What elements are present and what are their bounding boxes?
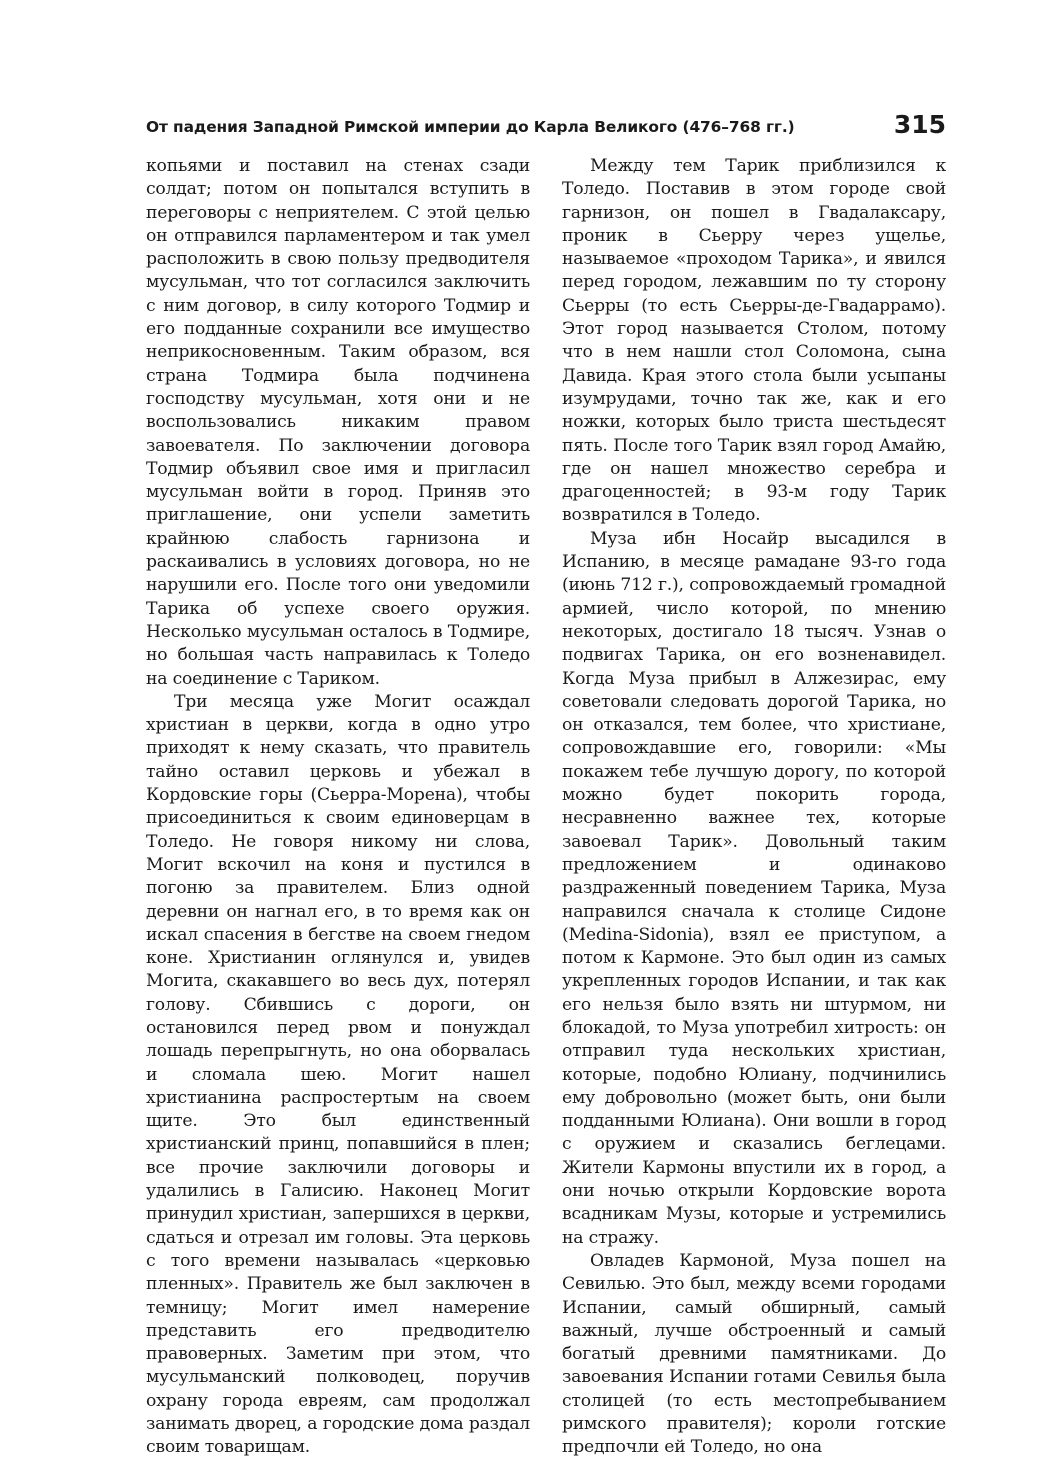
right-text-column — [562, 155, 946, 1460]
page-number: 315 — [893, 110, 946, 139]
paragraph: копьями и поставил на стенах сзади солдат; потом он попытался вступить в переговоры с неприятелем. С этой целью он отправился парламентером и так умел расположить в свою пользу предводителя мусульман, что тот согласился заключить с ним договор, в силу которого Тодмир и его подданные сохранили все имущество неприкосновенным. Таким образом, вся страна Тодмира была подчинена господству мусульман, хотя они и не воспользовались никаким правом завоевателя. По заключении договора Тодмир объявил свое имя и пригласил мусульман войти в город. Приняв это приглашение, они успели заметить крайнюю слабость гарнизона и раскаивались в условиях договора, но не нарушили его. После того они уведомили Тарика об успехе своего оружия. Несколько мусульман осталось в Тодмире, но большая часть направилась к Толедо на соединение с Тариком. — [146, 156, 530, 689]
running-header — [146, 112, 946, 144]
paragraph: Между тем Тарик приблизился к Толедо. Поставив в этом городе свой гарнизон, он пошел в Гвадалаксару, проник в Сьерру через ущелье, называемое «проходом Тарика», и явился перед городом, лежавшим по ту сторону Сьерры (то есть Сьерры-де-Гвадаррамо). Этот город называется Столом, потому что в нем нашли стол Соломона, сына Давида. Края этого стола были усыпаны изумрудами, точно так же, как и его ножки, которых было триста шестьдесят пять. После того Тарик взял город Амайю, где он нашел множество серебра и драгоценностей; в 93-м году Тарик возвратился в Толедо. — [562, 156, 946, 526]
paragraph: Муза ибн Носайр высадился в Испанию, в месяце рамадане 93-го года (июнь 712 г.), сопровождаемый громадной армией, число которой, по мнению некоторых, достигало 18 тысяч. Узнав о подвигах Тарика, он его возненавидел. Когда Муза прибыл в Алжезирас, ему советовали следовать дорогой Тарика, но он отказался, тем более, что христиане, сопровождавшие его, говорили: «Мы покажем тебе лучшую дорогу, по которой можно будет покорить города, несравненно важнее тех, которые завоевал Тарик». Довольный таким предложением и одинаково раздраженный поведением Тарика, Муза направился сначала к столице Сидоне (Medina-Sidonia), взял ее приступом, а потом к Кармоне. Это был один из самых укрепленных городов Испании, и так как его нельзя было взять ни штурмом, ни блокадой, то Муза употребил хитрость: он отправил туда нескольких христиан, которые, подобно Юлиану, подчинились ему добровольно (может быть, они были подданными Юлиана). Они вошли в город с оружием и сказались беглецами. Жители Кармоны впустили их в город, а они ночью открыли Кордовские ворота всадникам Музы, которые и устремились на стражу. — [562, 528, 946, 1248]
running-title: От падения Западной Римской империи до Карла Великого (476–768 гг.) — [146, 118, 795, 136]
paragraph: Овладев Кармоной, Муза пошел на Севилью. Это был, между всеми городами Испании, самый обширный, самый важный, лучше обстроенный и самый богатый древними памятниками. До завоевания Испании готами Севилья была столицей (то есть местопребыванием римского правителя); короли готские предпочли ей Толедо, но она — [562, 1250, 946, 1458]
paragraph: Три месяца уже Могит осаждал христиан в церкви, когда в одно утро приходят к нему сказать, что правитель тайно оставил церковь и убежал в Кордовские горы (Сьерра-Морена), чтобы присоединиться к своим единоверцам в Толедо. Не говоря никому ни слова, Могит вскочил на коня и пустился в погоню за правителем. Близ одной деревни он нагнал его, в то время как он искал спасения в бегстве на своем гнедом коне. Христианин оглянулся и, увидев Могита, скакавшего во весь дух, потерял голову. Сбившись с дороги, он остановился перед рвом и понуждал лошадь перепрыгнуть, но она оборвалась и сломала шею. Могит нашел христианина распростертым на своем щите. Это был единственный христианский принц, попавшийся в плен; все прочие заключили договоры и удалились в Галисию. Наконец Могит принудил христиан, запершихся в церкви, сдаться и отрезал им головы. Эта церковь с того времени называлась «церковью пленных». Правитель же был заключен в темницу; Могит имел намерение представить его предводителю правоверных. Заметим при этом, что мусульманский полководец, поручив охрану города евреям, сам продолжал занимать дворец, а городские дома раздал своим товарищам. — [146, 691, 530, 1458]
left-text-column — [146, 155, 530, 1460]
